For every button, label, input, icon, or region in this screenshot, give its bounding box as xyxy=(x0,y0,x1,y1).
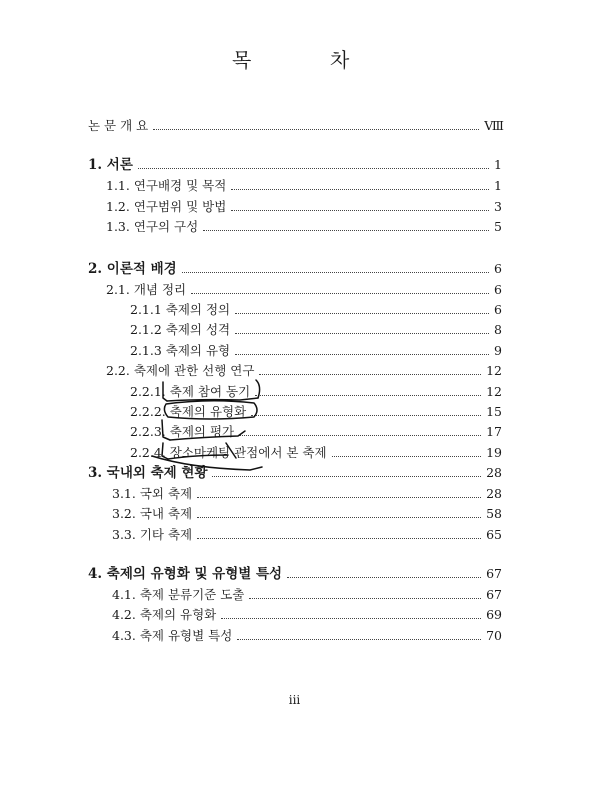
toc-label: 4.3. 축제 유형별 특성 xyxy=(112,628,233,643)
toc-page: 1 xyxy=(494,178,502,193)
toc-page: 8 xyxy=(494,322,502,337)
toc-label: 2.1.3 축제의 유형 xyxy=(130,343,231,358)
toc-page: 67 xyxy=(486,566,502,581)
toc-entry xyxy=(112,628,502,644)
leader-dots xyxy=(235,353,489,355)
toc-label: 1. 서론 xyxy=(88,157,133,173)
leader-dots xyxy=(255,394,481,396)
toc-label: 2.2.1. 축제 참여 동기 xyxy=(130,384,251,399)
toc-page: 15 xyxy=(486,404,502,419)
leader-dots xyxy=(191,292,489,294)
toc-entry xyxy=(112,486,502,502)
toc-label: 3.2. 국내 축제 xyxy=(112,506,193,521)
toc-page: 28 xyxy=(486,465,502,480)
leader-dots xyxy=(203,229,489,231)
leader-dots xyxy=(239,434,481,436)
toc-page: 70 xyxy=(486,628,502,643)
leader-dots xyxy=(251,414,481,416)
toc-entry xyxy=(112,607,502,623)
toc-entry xyxy=(130,445,502,461)
leader-dots xyxy=(182,271,489,273)
toc-chapter-3 xyxy=(88,465,502,481)
leader-dots xyxy=(235,312,489,314)
toc-page: 69 xyxy=(486,607,502,622)
toc-page: 6 xyxy=(494,282,502,297)
toc-entry xyxy=(130,343,502,359)
leader-dots xyxy=(153,128,479,130)
toc-page: 19 xyxy=(486,445,502,460)
toc-label: 2.2. 축제에 관한 선행 연구 xyxy=(106,363,255,378)
toc-entry xyxy=(106,199,502,215)
toc-page: 6 xyxy=(494,261,502,276)
toc-label: 4.2. 축제의 유형화 xyxy=(112,607,217,622)
leader-dots xyxy=(212,475,481,477)
toc-label: 2.1.2 축제의 성격 xyxy=(130,322,231,337)
toc-page: 9 xyxy=(494,343,502,358)
toc-page: 1 xyxy=(494,157,502,172)
toc-page: 12 xyxy=(486,363,502,378)
toc-label: 2.2.4. 장소마케팅 관점에서 본 축제 xyxy=(130,445,327,460)
leader-dots xyxy=(332,455,482,457)
toc-label: 3.3. 기타 축제 xyxy=(112,527,193,542)
toc-page: 3 xyxy=(494,199,502,214)
leader-dots xyxy=(259,373,481,375)
toc-page: 65 xyxy=(486,527,502,542)
toc-page: 67 xyxy=(486,587,502,602)
toc-page: 5 xyxy=(494,219,502,234)
toc-label: 2.2.3. 축제의 평가 xyxy=(130,424,235,439)
toc-chapter-1 xyxy=(88,157,502,173)
toc-label: 3. 국내외 축제 현황 xyxy=(88,465,208,481)
toc-entry xyxy=(106,178,502,194)
toc-page: 12 xyxy=(486,384,502,399)
title-left-char: 목 xyxy=(232,48,252,72)
toc-label: 1.2. 연구범위 및 방법 xyxy=(106,199,227,214)
toc-page: 17 xyxy=(486,424,502,439)
toc-label: 1.1. 연구배경 및 목적 xyxy=(106,178,227,193)
toc-entry xyxy=(106,282,502,298)
toc-entry xyxy=(130,424,502,440)
toc-page: 6 xyxy=(494,302,502,317)
toc-label: 2.2.2. 축제의 유형화 xyxy=(130,404,247,419)
toc-label: 3.1. 국외 축제 xyxy=(112,486,193,501)
toc-page: 28 xyxy=(486,486,502,501)
toc-entry xyxy=(112,506,502,522)
toc-entry xyxy=(130,322,502,338)
page-number: iii xyxy=(288,693,301,707)
toc-label: 2.1. 개념 정리 xyxy=(106,282,187,297)
toc-label: 4.1. 축제 분류기준 도출 xyxy=(112,587,245,602)
toc-entry xyxy=(130,302,502,318)
toc-entry xyxy=(106,219,502,235)
toc-entry xyxy=(112,527,502,543)
leader-dots xyxy=(231,209,489,211)
toc-label: 2. 이론적 배경 xyxy=(88,261,177,277)
toc-chapter-4 xyxy=(88,566,502,582)
toc-label: 논 문 개 요 xyxy=(88,118,149,133)
page-title xyxy=(0,44,589,74)
leader-dots xyxy=(235,332,489,334)
toc-entry-summary xyxy=(88,118,504,134)
toc-entry xyxy=(112,587,502,603)
leader-dots xyxy=(197,516,481,518)
toc-entry xyxy=(130,384,502,400)
leader-dots xyxy=(249,597,481,599)
toc-page: Ⅷ xyxy=(484,118,504,133)
toc-label: 4. 축제의 유형화 및 유형별 특성 xyxy=(88,566,283,582)
leader-dots xyxy=(237,638,481,640)
toc-label: 2.1.1 축제의 정의 xyxy=(130,302,231,317)
leader-dots xyxy=(221,617,481,619)
toc-entry xyxy=(130,404,502,420)
title-right-char: 차 xyxy=(330,48,350,72)
toc-entry xyxy=(106,363,502,379)
toc-page: 58 xyxy=(486,506,502,521)
toc-label: 1.3. 연구의 구성 xyxy=(106,219,199,234)
leader-dots xyxy=(197,496,481,498)
toc-chapter-2 xyxy=(88,261,502,277)
leader-dots xyxy=(287,576,481,578)
leader-dots xyxy=(231,188,489,190)
leader-dots xyxy=(138,167,489,169)
leader-dots xyxy=(197,537,481,539)
